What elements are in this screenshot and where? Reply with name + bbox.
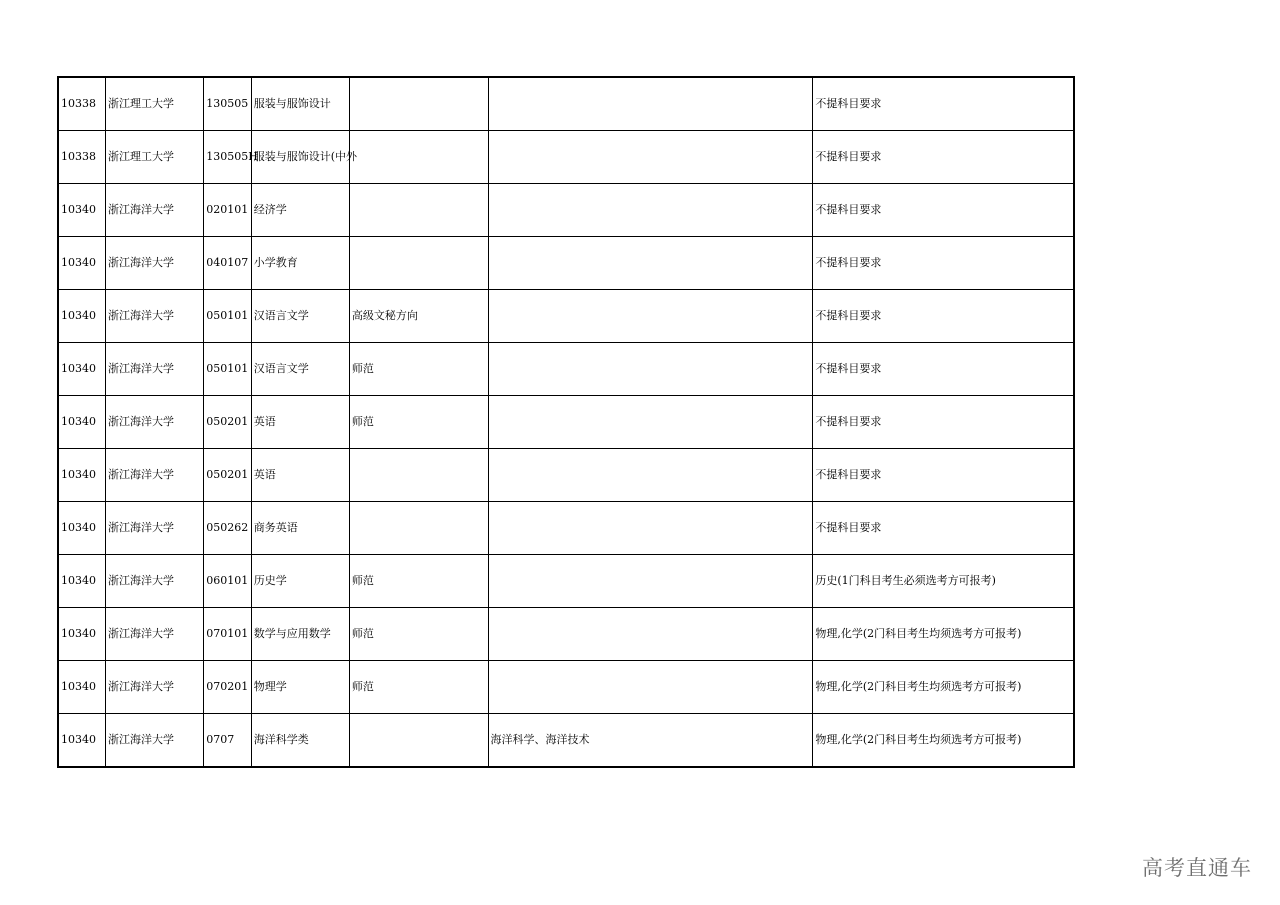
included-majors-cell	[488, 343, 813, 396]
university-code-cell: 10338	[58, 77, 106, 131]
direction-cell	[349, 237, 488, 290]
subject-requirement-cell: 不提科目要求	[813, 131, 1074, 184]
university-name-cell: 浙江海洋大学	[106, 714, 204, 768]
subject-requirement-cell: 不提科目要求	[813, 343, 1074, 396]
major-name-cell: 数学与应用数学	[251, 608, 349, 661]
included-majors-cell: 海洋科学、海洋技术	[488, 714, 813, 768]
table-row	[58, 608, 1074, 661]
major-code-cell: 050101	[204, 343, 252, 396]
university-name-cell: 浙江海洋大学	[106, 502, 204, 555]
university-code-cell: 10340	[58, 555, 106, 608]
table-row	[58, 343, 1074, 396]
included-majors-cell	[488, 502, 813, 555]
table-row	[58, 555, 1074, 608]
major-name-cell: 小学教育	[251, 237, 349, 290]
included-majors-cell	[488, 77, 813, 131]
direction-cell: 师范	[349, 396, 488, 449]
university-code-cell: 10340	[58, 449, 106, 502]
major-code-cell: 040107	[204, 237, 252, 290]
university-name-cell: 浙江海洋大学	[106, 396, 204, 449]
table-row	[58, 131, 1074, 184]
major-code-cell: 050201	[204, 396, 252, 449]
university-name-cell: 浙江海洋大学	[106, 661, 204, 714]
direction-cell	[349, 184, 488, 237]
major-code-cell: 070101	[204, 608, 252, 661]
direction-cell: 师范	[349, 661, 488, 714]
table-row	[58, 714, 1074, 768]
subject-requirement-cell: 历史(1门科目考生必须选考方可报考)	[813, 555, 1074, 608]
direction-cell: 高级文秘方向	[349, 290, 488, 343]
included-majors-cell	[488, 184, 813, 237]
watermark-text: 高考直通车	[1142, 856, 1252, 880]
direction-cell	[349, 714, 488, 768]
subject-requirement-cell: 不提科目要求	[813, 184, 1074, 237]
major-code-cell: 050201	[204, 449, 252, 502]
university-code-cell: 10340	[58, 714, 106, 768]
university-name-cell: 浙江理工大学	[106, 77, 204, 131]
table-row	[58, 290, 1074, 343]
major-code-cell: 0707	[204, 714, 252, 768]
major-code-cell: 060101	[204, 555, 252, 608]
major-name-cell: 英语	[251, 396, 349, 449]
major-name-cell: 汉语言文学	[251, 343, 349, 396]
table-row	[58, 449, 1074, 502]
university-name-cell: 浙江海洋大学	[106, 449, 204, 502]
major-name-cell: 服装与服饰设计	[251, 77, 349, 131]
included-majors-cell	[488, 290, 813, 343]
major-name-cell: 服装与服饰设计(中外	[251, 131, 349, 184]
major-code-cell: 070201	[204, 661, 252, 714]
university-code-cell: 10340	[58, 502, 106, 555]
included-majors-cell	[488, 237, 813, 290]
university-name-cell: 浙江海洋大学	[106, 290, 204, 343]
included-majors-cell	[488, 608, 813, 661]
subject-requirement-cell: 物理,化学(2门科目考生均须选考方可报考)	[813, 714, 1074, 768]
direction-cell	[349, 502, 488, 555]
included-majors-cell	[488, 449, 813, 502]
major-code-cell: 020101	[204, 184, 252, 237]
university-code-cell: 10340	[58, 343, 106, 396]
subject-requirement-cell: 物理,化学(2门科目考生均须选考方可报考)	[813, 661, 1074, 714]
direction-cell: 师范	[349, 555, 488, 608]
included-majors-cell	[488, 131, 813, 184]
table-row	[58, 237, 1074, 290]
major-name-cell: 汉语言文学	[251, 290, 349, 343]
table-row	[58, 396, 1074, 449]
major-name-cell: 经济学	[251, 184, 349, 237]
direction-cell	[349, 131, 488, 184]
subject-requirement-cell: 不提科目要求	[813, 396, 1074, 449]
major-code-cell: 130505	[204, 77, 252, 131]
university-name-cell: 浙江理工大学	[106, 131, 204, 184]
university-name-cell: 浙江海洋大学	[106, 608, 204, 661]
direction-cell	[349, 77, 488, 131]
table-body	[58, 77, 1074, 767]
subject-requirement-cell: 不提科目要求	[813, 77, 1074, 131]
table-row	[58, 661, 1074, 714]
university-code-cell: 10340	[58, 237, 106, 290]
subject-requirement-cell: 不提科目要求	[813, 449, 1074, 502]
major-code-cell: 050262	[204, 502, 252, 555]
major-name-cell: 商务英语	[251, 502, 349, 555]
table-row	[58, 502, 1074, 555]
subject-requirement-cell: 物理,化学(2门科目考生均须选考方可报考)	[813, 608, 1074, 661]
university-code-cell: 10340	[58, 396, 106, 449]
university-code-cell: 10340	[58, 290, 106, 343]
included-majors-cell	[488, 661, 813, 714]
university-code-cell: 10340	[58, 608, 106, 661]
direction-cell: 师范	[349, 608, 488, 661]
university-name-cell: 浙江海洋大学	[106, 184, 204, 237]
table-row	[58, 77, 1074, 131]
direction-cell	[349, 449, 488, 502]
university-name-cell: 浙江海洋大学	[106, 555, 204, 608]
major-name-cell: 历史学	[251, 555, 349, 608]
university-name-cell: 浙江海洋大学	[106, 237, 204, 290]
included-majors-cell	[488, 555, 813, 608]
included-majors-cell	[488, 396, 813, 449]
university-code-cell: 10340	[58, 184, 106, 237]
subject-requirement-cell: 不提科目要求	[813, 290, 1074, 343]
subject-requirement-cell: 不提科目要求	[813, 237, 1074, 290]
university-name-cell: 浙江海洋大学	[106, 343, 204, 396]
major-name-cell: 物理学	[251, 661, 349, 714]
university-code-cell: 10338	[58, 131, 106, 184]
subject-requirements-table	[57, 76, 1075, 768]
table-row	[58, 184, 1074, 237]
subject-requirement-cell: 不提科目要求	[813, 502, 1074, 555]
major-name-cell: 海洋科学类	[251, 714, 349, 768]
university-code-cell: 10340	[58, 661, 106, 714]
major-code-cell: 130505H	[204, 131, 252, 184]
major-code-cell: 050101	[204, 290, 252, 343]
major-name-cell: 英语	[251, 449, 349, 502]
direction-cell: 师范	[349, 343, 488, 396]
